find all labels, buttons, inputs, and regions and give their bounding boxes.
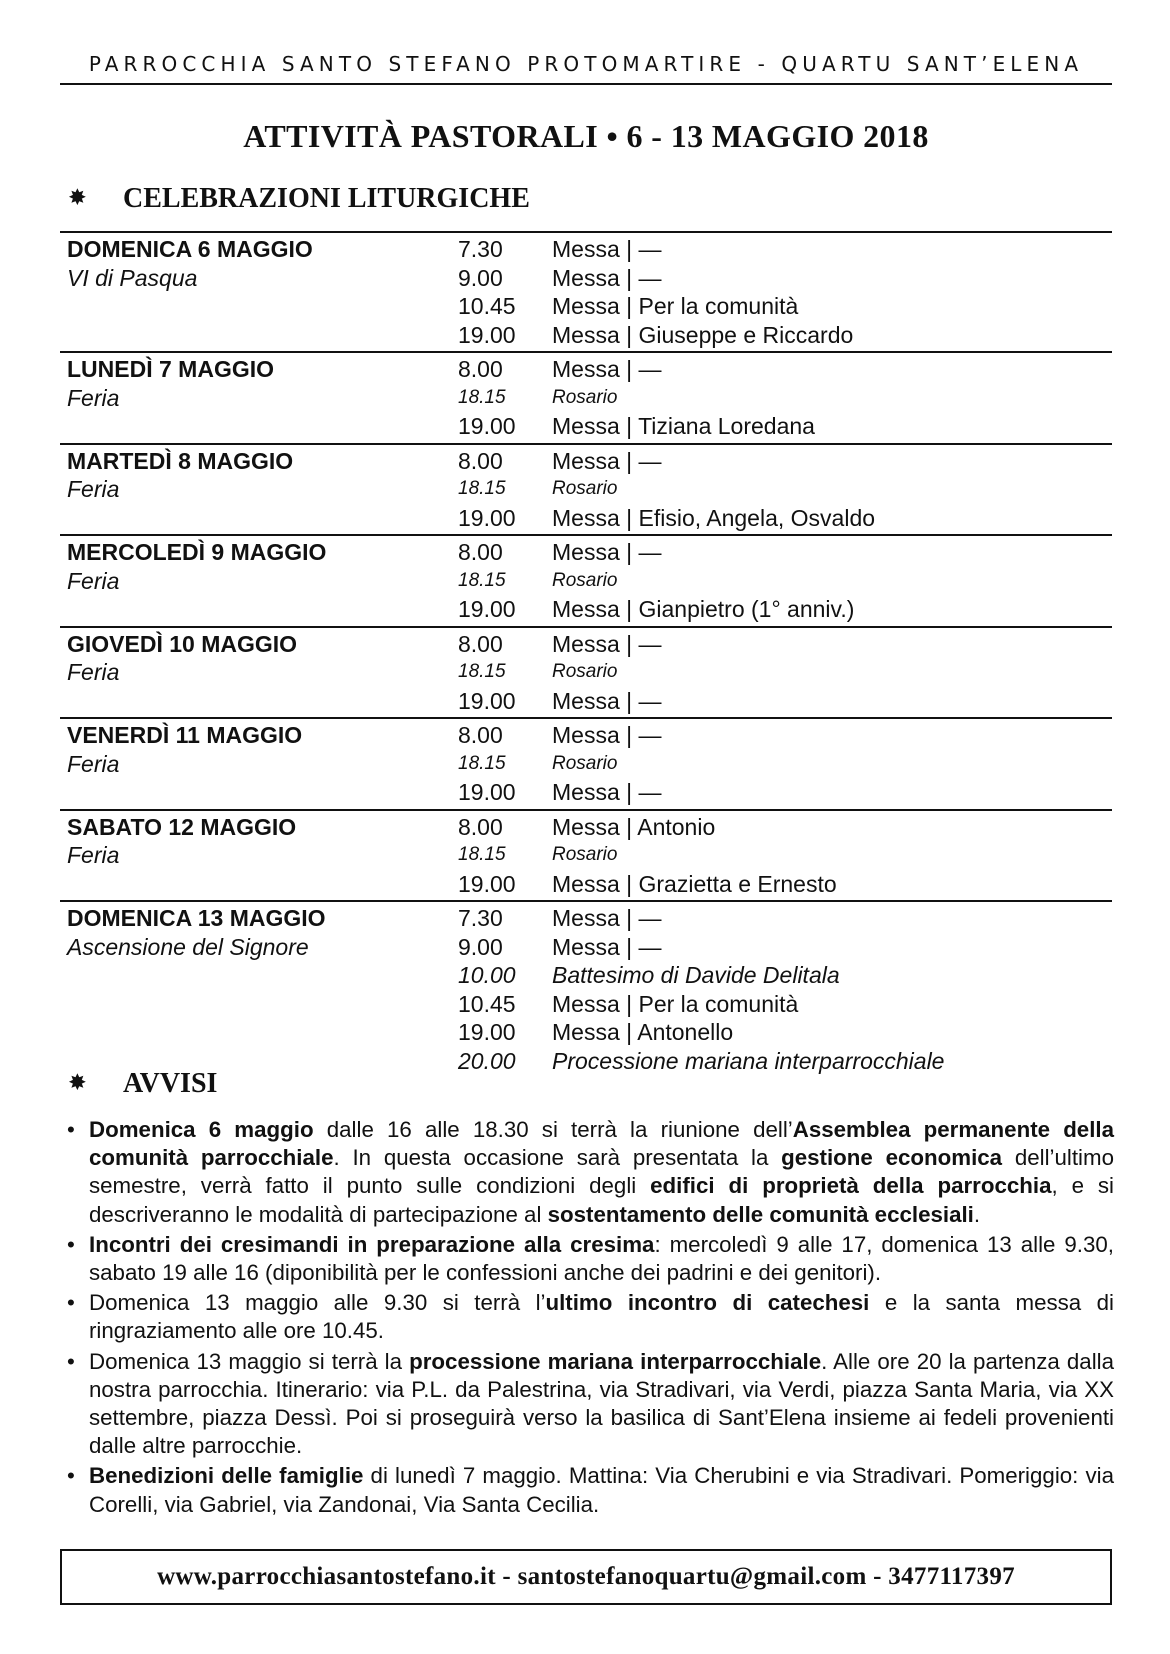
event-description: Battesimo di Davide Delitala: [552, 962, 840, 988]
notice-text: . In questa occasione sarà presentata la: [333, 1145, 782, 1171]
event-description: Messa | Antonio: [552, 813, 716, 840]
event-description: Rosario: [552, 752, 618, 774]
event-time: 19.00: [458, 687, 516, 714]
notice-text: . Alle ore 20 la partenza dalla nostra parrocchia. Itinerario: via P.L. da Palestrina, via Stradivari, via Verdi, piazza Santa Maria, via XX settembre, piazza Dessì. Poi si proseguirà verso la basilica di Sant’Elena insieme ai fedeli provenienti dalle altre parrocchie.: [89, 1348, 1115, 1459]
day-name: DOMENICA 6 MAGGIO: [67, 236, 313, 262]
schedule-row: [60, 321, 1112, 350]
day-name: MERCOLEDÌ 9 MAGGIO: [67, 539, 327, 565]
event-description: Messa | Per la comunità: [552, 990, 799, 1017]
event-time: 20.00: [458, 1047, 516, 1074]
notice-item: [64, 1231, 1114, 1287]
event-time: 8.00: [458, 813, 503, 840]
event-description: Messa | —: [552, 539, 662, 565]
schedule-row: [60, 1018, 1112, 1047]
day-name: MARTEDÌ 8 MAGGIO: [67, 447, 294, 474]
notice-emphasis: Benedizioni delle famiglie: [89, 1463, 364, 1489]
event-time: 19.00: [458, 321, 516, 348]
event-description: Messa | —: [552, 630, 662, 657]
schedule-row: [60, 990, 1112, 1019]
event-time: 7.30: [458, 905, 503, 931]
notice-text: Domenica 13 maggio si terrà la: [89, 1348, 410, 1374]
day-liturgical-note: VI di Pasqua: [67, 264, 198, 291]
section-heading-liturgy: [69, 183, 530, 215]
notice-emphasis: edifici di proprietà della parrocchia: [650, 1173, 1052, 1199]
day-block: [60, 719, 1112, 811]
schedule-row: [60, 721, 1112, 750]
day-block: [60, 445, 1112, 537]
event-time: 8.00: [458, 722, 503, 748]
schedule-row: [60, 567, 1112, 596]
section-title: AVVISI: [123, 1068, 218, 1099]
section-heading-notices: [69, 1068, 217, 1100]
notice-text: , e si descriveranno le modalità di partecipazione al: [89, 1173, 1114, 1227]
notices-list: [64, 1116, 1114, 1521]
day-liturgical-note: Feria: [67, 384, 120, 411]
schedule-row: [60, 841, 1112, 870]
event-time: 8.00: [458, 630, 503, 657]
notice-item: [64, 1348, 1114, 1461]
notice-emphasis: processione mariana interparrocchiale: [409, 1348, 822, 1374]
event-description: Messa | —: [552, 356, 662, 382]
star-marker-icon: ✸: [69, 187, 86, 209]
event-description: Messa | Per la comunità: [552, 293, 799, 319]
star-marker-icon: ✸: [69, 1072, 86, 1094]
day-name: DOMENICA 13 MAGGIO: [67, 905, 326, 931]
event-time: 18.15: [458, 661, 506, 682]
header-divider: [60, 83, 1112, 85]
notice-emphasis: gestione economica: [781, 1145, 1003, 1171]
event-description: Rosario: [552, 661, 618, 682]
schedule-row: [60, 538, 1112, 567]
day-block: [60, 902, 1112, 1077]
schedule-row: [60, 687, 1112, 716]
day-block: [60, 536, 1112, 628]
schedule-row: [60, 235, 1112, 264]
day-block: [60, 628, 1112, 720]
notice-text: dalle 16 alle 18.30 si terrà la riunione dell’: [313, 1117, 793, 1142]
schedule-row: [60, 447, 1112, 476]
notice-item: [64, 1462, 1114, 1518]
event-time: 19.00: [458, 1019, 516, 1045]
notice-text: .: [973, 1201, 981, 1227]
schedule-row: [60, 813, 1112, 842]
event-time: 19.00: [458, 413, 516, 439]
day-liturgical-note: Feria: [67, 750, 120, 777]
event-description: Messa | Efisio, Angela, Osvaldo: [552, 504, 876, 531]
notice-item: [64, 1116, 1114, 1229]
notice-text: di lunedì 7 maggio. Mattina: Via Cherubini e via Stradivari. Pomeriggio: via Corelli, via Gabriel, via Zandonai, Via Santa Cecilia.: [89, 1463, 1114, 1517]
event-time: 10.45: [458, 990, 516, 1017]
bullet-icon: •: [67, 1290, 75, 1316]
event-description: Messa | Antonello: [552, 1019, 734, 1045]
event-description: Messa | —: [552, 687, 662, 714]
event-time: 8.00: [458, 447, 503, 474]
schedule-row: [60, 355, 1112, 384]
schedule-row: [60, 933, 1112, 962]
notice-text: Domenica 13 maggio alle 9.30 si terrà l’: [89, 1290, 546, 1316]
section-title: CELEBRAZIONI LITURGICHE: [123, 183, 530, 214]
event-time: 9.00: [458, 933, 503, 960]
event-description: Rosario: [552, 844, 618, 865]
page-title: ATTIVITÀ PASTORALI • 6 - 13 MAGGIO 2018: [243, 118, 929, 154]
day-liturgical-note: Feria: [67, 567, 120, 594]
event-description: Messa | —: [552, 447, 662, 474]
schedule-row: [60, 750, 1112, 779]
day-liturgical-note: Feria: [67, 476, 120, 502]
schedule-row: [60, 961, 1112, 990]
notice-emphasis: Domenica 6 maggio: [89, 1117, 314, 1142]
event-description: Rosario: [552, 478, 618, 499]
schedule-row: [60, 264, 1112, 293]
day-liturgical-note: Ascensione del Signore: [67, 933, 309, 960]
bullet-icon: •: [67, 1231, 75, 1257]
notice-emphasis: Incontri dei cresimandi in preparazione alla cresima: [89, 1231, 655, 1257]
schedule-row: [60, 658, 1112, 687]
event-time: 9.00: [458, 264, 503, 291]
day-liturgical-note: Feria: [67, 842, 120, 868]
event-time: 10.45: [458, 293, 516, 319]
event-description: Rosario: [552, 569, 618, 591]
event-description: Messa | Tiziana Loredana: [552, 413, 815, 439]
event-time: 18.15: [458, 752, 506, 774]
day-name: SABATO 12 MAGGIO: [67, 813, 297, 840]
event-time: 19.00: [458, 504, 516, 531]
notice-emphasis: Assemblea permanente della comunità parrocchiale: [89, 1117, 1114, 1171]
notice-emphasis: sostentamento delle comunità ecclesiali: [547, 1201, 974, 1227]
notice-emphasis: ultimo incontro di catechesi: [545, 1290, 870, 1316]
schedule-row: [60, 595, 1112, 624]
notice-text: : mercoledì 9 alle 17, domenica 13 alle 9.30, sabato 19 alle 16 (diponibilità per le confessioni anche dei padrini e dei genitori).: [89, 1231, 1114, 1286]
schedule-row: [60, 292, 1112, 321]
schedule-row: [60, 1047, 1112, 1076]
schedule-row: [60, 778, 1112, 807]
event-description: Messa | Giuseppe e Riccardo: [552, 321, 854, 348]
day-block: [60, 233, 1112, 353]
event-time: 18.15: [458, 844, 506, 865]
day-name: VENERDÌ 11 MAGGIO: [67, 722, 303, 748]
event-description: Messa | Gianpietro (1° anniv.): [552, 596, 855, 622]
event-time: 10.00: [458, 962, 516, 988]
schedule-row: [60, 630, 1112, 659]
event-time: 18.15: [458, 569, 506, 591]
day-name: LUNEDÌ 7 MAGGIO: [67, 356, 275, 382]
event-time: 8.00: [458, 539, 503, 565]
bullet-icon: •: [67, 1348, 75, 1374]
bullet-icon: •: [67, 1463, 75, 1489]
parish-header: PARROCCHIA SANTO STEFANO PROTOMARTIRE - QUARTU SANT’ELENA: [88, 52, 1084, 76]
schedule-row: [60, 384, 1112, 413]
event-time: 18.15: [458, 478, 506, 499]
notice-item: [64, 1289, 1114, 1345]
event-description: Rosario: [552, 386, 618, 408]
notice-text: e la santa messa di ringraziamento alle ore 10.45.: [89, 1290, 1114, 1344]
day-block: [60, 353, 1112, 445]
schedule-row: [60, 475, 1112, 504]
contact-footer: www.parrocchiasantostefano.it - santostefanoquartu@gmail.com - 3477117397: [60, 1549, 1112, 1605]
schedule-row: [60, 904, 1112, 933]
event-description: Messa | —: [552, 905, 662, 931]
event-description: Processione mariana interparrocchiale: [552, 1047, 945, 1074]
event-time: 19.00: [458, 596, 516, 622]
schedule-row: [60, 870, 1112, 899]
event-time: 7.30: [458, 236, 503, 262]
day-name: GIOVEDÌ 10 MAGGIO: [67, 630, 298, 657]
event-description: Messa | Grazietta e Ernesto: [552, 870, 837, 897]
event-description: Messa | —: [552, 264, 662, 291]
event-description: Messa | —: [552, 236, 662, 262]
bullet-icon: •: [67, 1117, 75, 1142]
event-description: Messa | —: [552, 779, 662, 805]
event-time: 18.15: [458, 386, 506, 408]
schedule-row: [60, 412, 1112, 441]
day-liturgical-note: Feria: [67, 659, 120, 685]
event-time: 19.00: [458, 870, 516, 897]
schedule-row: [60, 504, 1112, 533]
event-description: Messa | —: [552, 722, 662, 748]
event-time: 19.00: [458, 779, 516, 805]
event-time: 8.00: [458, 356, 503, 382]
liturgy-schedule: [60, 231, 1112, 1077]
notice-text: dell’ultimo semestre, verrà fatto il punto sulle condizioni degli: [89, 1145, 1114, 1199]
day-block: [60, 811, 1112, 903]
event-description: Messa | —: [552, 933, 662, 960]
